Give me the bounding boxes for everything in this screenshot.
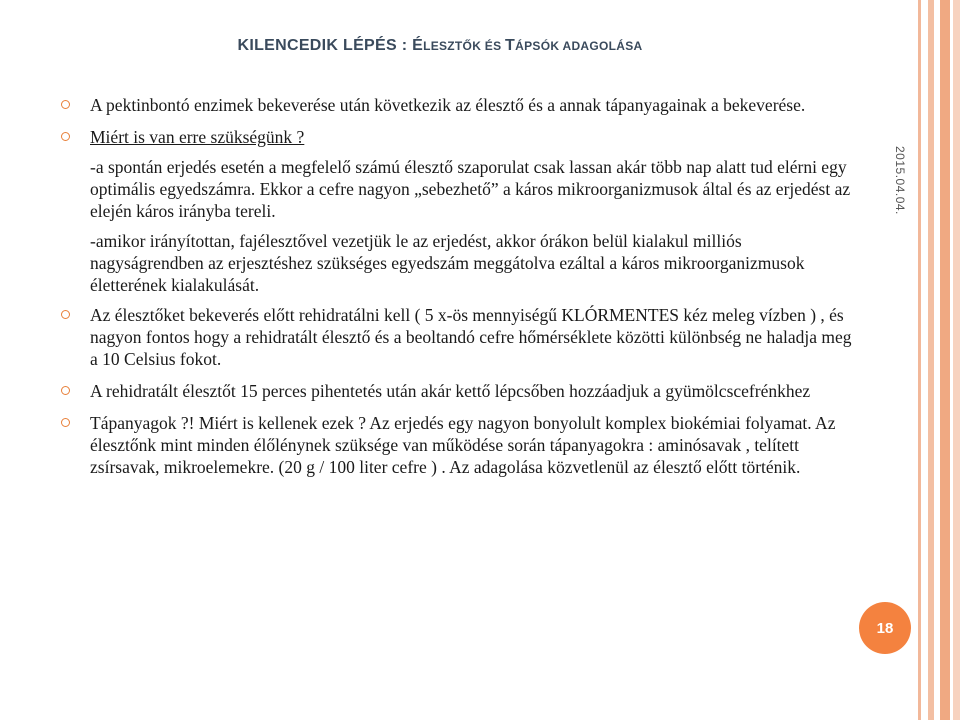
decor-stripe [918, 0, 921, 720]
bullet-item: Az élesztőket bekeverés előtt rehidratálni kell ( 5 x-ös mennyiségű KLÓRMENTES kéz meleg vízben ) , és nagyon fontos hogy a rehidratált élesztő és a beoltandó cefre hőmérséklete közötti különbség ne haladja meg a 10 Celsius fokot. [62, 304, 852, 370]
bullet-icon [61, 132, 70, 141]
bullet-icon [61, 310, 70, 319]
decor-stripe [940, 0, 950, 720]
slide-title: KILENCEDIK LÉPÉS : ÉLESZTŐK ÉS TÁPSÓK ADAGOLÁSA [237, 37, 643, 54]
bullet-icon [61, 100, 70, 109]
sub-paragraph: -a spontán erjedés esetén a megfelelő számú élesztő szaporulat csak lassan akár több nap alatt tud elérni egy optimális egyedszámra. Ekkor a cefre nagyon „sebezhető” a káros mikroorganizmusok által és az erjedést az elején káros irányba tereli. [90, 157, 851, 221]
page-number-badge: 18 [859, 602, 911, 654]
decor-stripe [953, 0, 960, 720]
bullet-item: A pektinbontó enzimek bekeverése után következik az élesztő és a annak tápanyagainak a bekeverése. [62, 94, 852, 116]
bullet-item: Miért is van erre szükségünk ? [62, 126, 852, 148]
decor-stripe [928, 0, 934, 720]
bullet-icon [61, 418, 70, 427]
bullet-icon [61, 386, 70, 395]
slide-date: 2015.04.04. [893, 146, 907, 215]
sub-paragraph: -amikor irányítottan, fajélesztővel vezetjük le az erjedést, akkor órákon belül kialakul milliós nagyságrendben az erjesztéshez szükséges egyedszám meggátolva ezáltal a káros mikroorganizmusok életterének kialakulását. [90, 231, 805, 295]
bullet-item: A rehidratált élesztőt 15 perces pihentetés után akár kettő lépcsőben hozzáadjuk a gyümölcscefrénkhez [62, 380, 852, 402]
slide-body [62, 94, 852, 488]
bullet-item: Tápanyagok ?! Miért is kellenek ezek ? Az erjedés egy nagyon bonyolult komplex biokémiai folyamat. Az élesztőnk mint minden élőlénynek szüksége van működése során tápanyagokra : aminósavak , telített zsírsavak, mikroelemekre. (20 g / 100 liter cefre ) . Az adagolása közvetlenül az élesztő előtt történik. [62, 412, 852, 478]
